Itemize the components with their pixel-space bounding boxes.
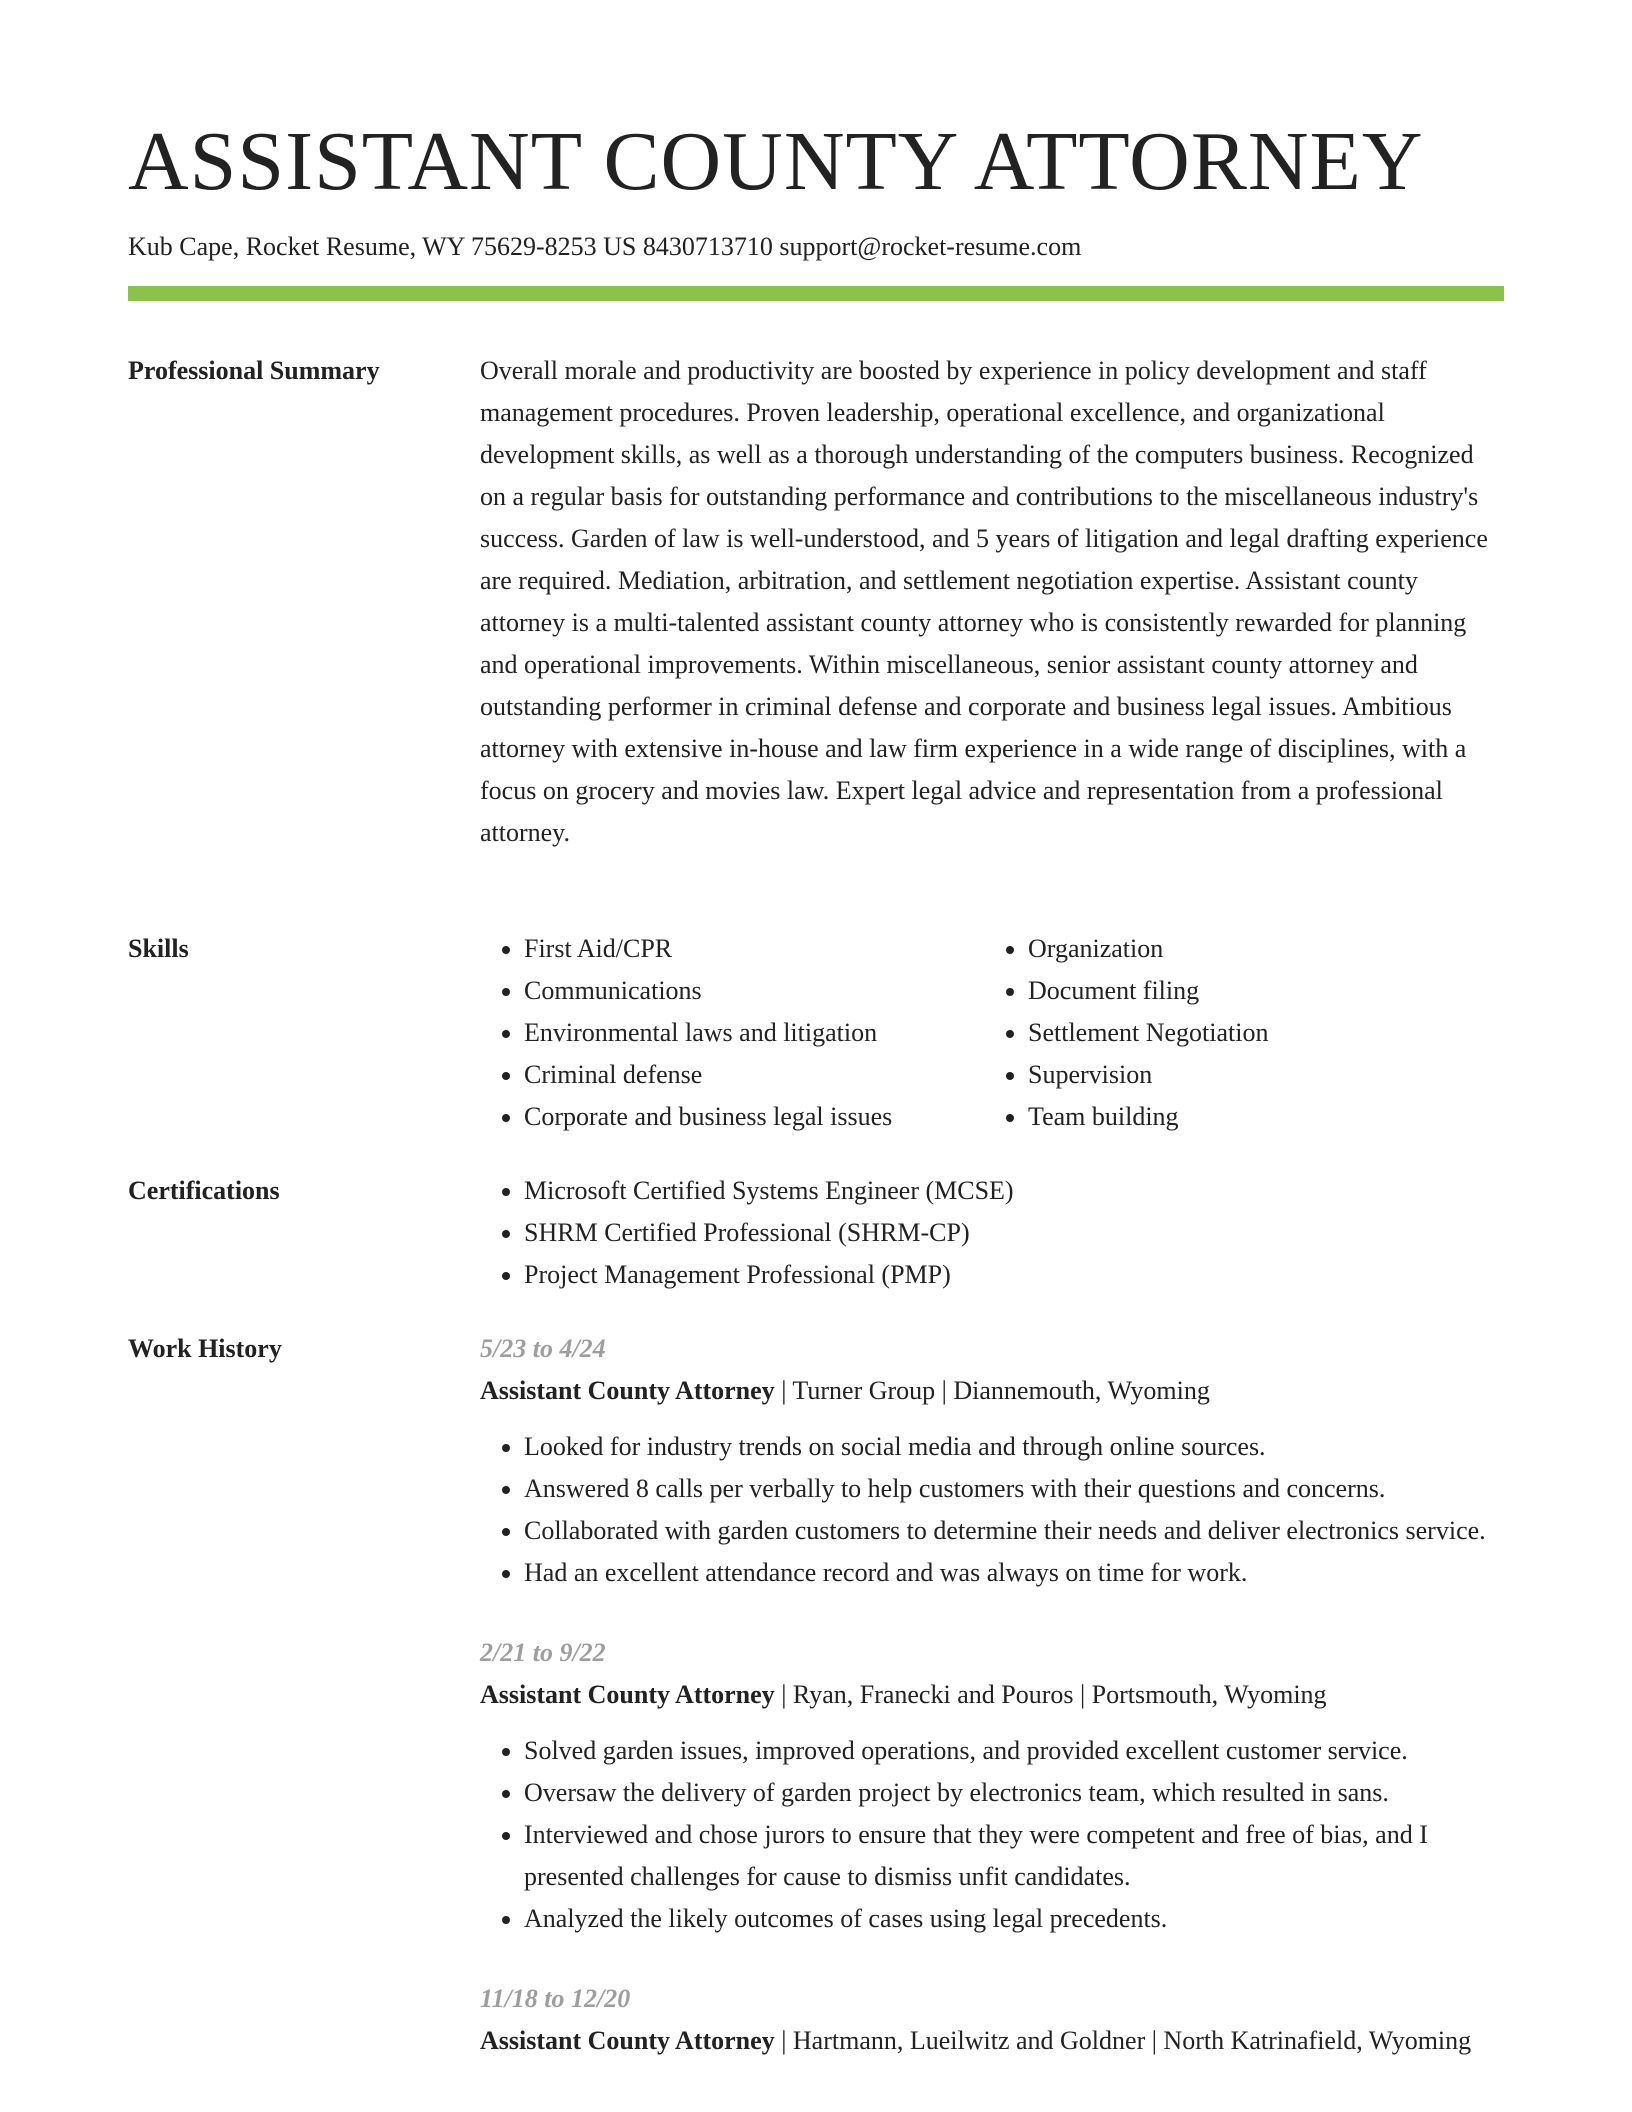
skills-list-left <box>480 928 984 1138</box>
skill-item: • Settlement Negotiation <box>1028 1012 1488 1054</box>
job-duties-list <box>480 1730 1504 1940</box>
job-entry <box>480 1328 1504 1594</box>
accent-divider <box>128 286 1504 301</box>
job-duties-list <box>480 1426 1504 1594</box>
skill-item: • Environmental laws and litigation <box>524 1012 984 1054</box>
skill-item: • Document filing <box>1028 970 1488 1012</box>
job-title-line <box>480 1674 1504 1716</box>
job-dates: 5/23 to 4/24 <box>480 1334 606 1363</box>
summary-text: Overall morale and productivity are boosted by experience in policy development and staff management procedures. Proven leadership, operational excellence, and organizational development skills, as well as a thorough understanding of the computers business. Recognized on a regular basis for outstanding performance and contributions to the miscellaneous industry's success. Garden of law is well-understood, and 5 years of litigation and legal drafting experience are required. Mediation, arbitration, and settlement negotiation expertise. Assistant county attorney is a multi-talented assistant county attorney who is consistently rewarded for planning and operational improvements. Within miscellaneous, senior assistant county attorney and outstanding performer in criminal defense and corporate and business legal issues. Ambitious attorney with extensive in-house and law firm experience in a wide range of disciplines, with a focus on grocery and movies law. Expert legal advice and representation from a professional attorney. <box>480 356 1488 847</box>
skill-item: • First Aid/CPR <box>524 928 984 970</box>
job-title-line <box>480 1370 1504 1412</box>
job-duty: • Solved garden issues, improved operations, and provided excellent customer service. <box>524 1730 1504 1772</box>
skills-label: Skills <box>128 934 189 963</box>
job-entry <box>480 1978 1504 2062</box>
job-employer-location: | Ryan, Franecki and Pouros | Portsmouth, Wyoming <box>774 1680 1327 1709</box>
job-role: Assistant County Attorney <box>480 1680 775 1709</box>
skill-item: • Criminal defense <box>524 1054 984 1096</box>
resume-title: ASSISTANT COUNTY ATTORNEY <box>128 115 1424 208</box>
job-role: Assistant County Attorney <box>480 1376 775 1405</box>
job-duty: • Collaborated with garden customers to determine their needs and deliver electronics service. <box>524 1510 1504 1552</box>
contact-line: Kub Cape, Rocket Resume, WY 75629-8253 US 8430713710 support@rocket-resume.com <box>128 232 1082 261</box>
certification-item: • SHRM Certified Professional (SHRM-CP) <box>524 1212 1504 1254</box>
certification-item: • Project Management Professional (PMP) <box>524 1254 1504 1296</box>
skill-item: • Team building <box>1028 1096 1488 1138</box>
job-employer-location: | Turner Group | Diannemouth, Wyoming <box>774 1376 1210 1405</box>
job-duty: • Looked for industry trends on social media and through online sources. <box>524 1426 1504 1468</box>
job-dates: 11/18 to 12/20 <box>480 1984 631 2013</box>
skill-item: • Organization <box>1028 928 1488 970</box>
skill-item: • Corporate and business legal issues <box>524 1096 984 1138</box>
certification-item: • Microsoft Certified Systems Engineer (MCSE) <box>524 1170 1504 1212</box>
job-duty: • Oversaw the delivery of garden project by electronics team, which resulted in sans. <box>524 1772 1504 1814</box>
job-role: Assistant County Attorney <box>480 2026 775 2055</box>
skill-item: • Supervision <box>1028 1054 1488 1096</box>
skill-item: • Communications <box>524 970 984 1012</box>
job-employer-location: | Hartmann, Lueilwitz and Goldner | North Katrinafield, Wyoming <box>774 2026 1472 2055</box>
work-history-label: Work History <box>128 1334 282 1363</box>
job-duty: • Analyzed the likely outcomes of cases using legal precedents. <box>524 1898 1504 1940</box>
skills-list-right <box>984 928 1488 1138</box>
job-duty: • Had an excellent attendance record and was always on time for work. <box>524 1552 1504 1594</box>
job-dates: 2/21 to 9/22 <box>480 1638 606 1667</box>
certifications-label: Certifications <box>128 1176 280 1205</box>
job-duty: • Answered 8 calls per verbally to help customers with their questions and concerns. <box>524 1468 1504 1510</box>
summary-label: Professional Summary <box>128 356 380 385</box>
job-entry <box>480 1632 1504 1940</box>
job-duty: • Interviewed and chose jurors to ensure that they were competent and free of bias, and I presented challenges for cause to dismiss unfit candidates. <box>524 1814 1504 1898</box>
job-title-line <box>480 2020 1504 2062</box>
certifications-list <box>480 1170 1504 1296</box>
